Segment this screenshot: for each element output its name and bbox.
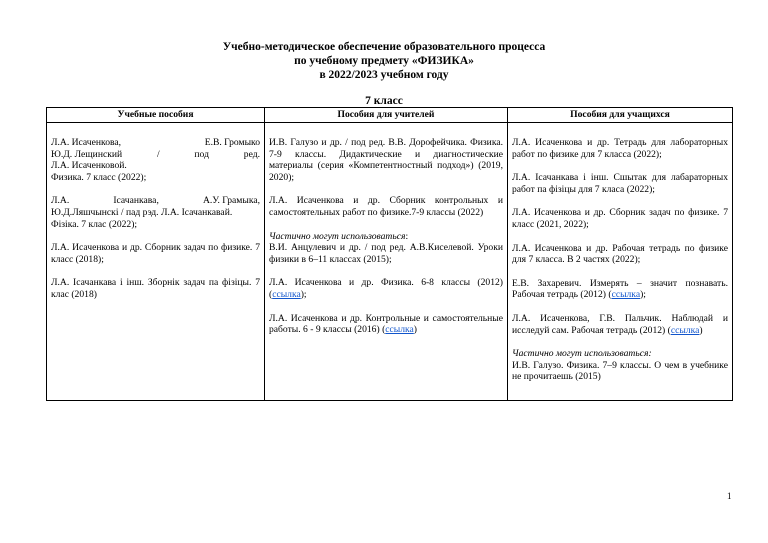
list-item (269, 313, 503, 336)
book-text: В.И. Анцулевич и др. / под ред. А.В.Киселевой. Уроки физики в 6–11 классах (2015); (269, 242, 503, 265)
author-text: Ю.Д. Лещинский (51, 148, 123, 160)
editor-text: под (194, 148, 209, 160)
author-text: Ісачанкава, (113, 195, 159, 207)
link-measure-workbook[interactable]: ссылка (611, 289, 641, 301)
header-textbooks: Учебные пособия (47, 108, 265, 123)
list-item (51, 195, 260, 230)
list-item: Л.А. Исаченкова и др. Сборник задач по физике. 7 класс (2021, 2022); (512, 207, 728, 230)
book-text: Л.А. Исаченкова и др. Физика. 6-8 классы (2012) ( (269, 277, 503, 300)
list-item (512, 348, 728, 383)
table-row (47, 123, 733, 401)
punctuation-text: ); (640, 289, 646, 301)
page-number: 1 (727, 491, 732, 501)
book-text: Л.А. Исаченкова и др. Контрольные и самостоятельные работы. 6 - 9 классы (2016) ( (269, 312, 503, 336)
list-item: Л.А. Исаченкова и др. Тетрадь для лабораторных работ по физике для 7 класса (2022); (512, 137, 728, 160)
book-title-text: Физика. 7 класс (2022); (51, 171, 147, 183)
punctuation-text: ); (300, 288, 307, 300)
partial-use-label: Частично могут использоваться (269, 230, 406, 242)
resources-table (46, 107, 733, 401)
link-physics-6-8[interactable]: ссылка (272, 288, 301, 300)
list-item (512, 313, 728, 336)
list-item: Л.А. Исаченкова и др. Сборник задач по физике. 7 класс (2018); (51, 242, 260, 265)
header-student-materials: Пособия для учащихся (508, 108, 733, 123)
list-item: Л.А. Исаченкова и др. Сборник контрольных и самостоятельных работ по физике.7-9 классы (2022) (269, 195, 503, 218)
author-text: Е.В. Громыко (204, 137, 260, 148)
editor-text: Ю.Д.Ляшчынскі / пад рэд. Л.А. Ісачанкавай. (51, 206, 233, 218)
book-text: Е.В. Захаревич. Измерять – значит познавать. Рабочая тетрадь (2012) ( (512, 277, 728, 301)
grade-heading: 7 класс (365, 95, 403, 107)
list-item (512, 278, 728, 301)
list-item: И.В. Галузо и др. / под ред. В.В. Дорофейчика. Физика. 7-9 классы. Дидактические и диагностические материалы (серия «Компетентностный подход») (2019, 2020); (269, 137, 503, 183)
list-item (269, 231, 503, 266)
link-control-works[interactable]: ссылка (385, 324, 414, 336)
separator-text: / (156, 148, 160, 160)
author-text: Л.А. Исаченкова, (51, 137, 122, 148)
student-materials-cell (508, 123, 733, 401)
colon-text: : (405, 230, 409, 242)
book-text: Л.А. Исаченкова, Г.В. Пальчик. Наблюдай и исследуй сам. Рабочая тетрадь (2012) ( (512, 312, 728, 336)
partial-use-label: Частично могут использоваться: (512, 348, 652, 360)
title-line-3: в 2022/2023 учебном году (319, 69, 449, 81)
author-text: А.У. Грамыка, (202, 195, 260, 207)
list-item: Л.А. Исаченкова и др. Рабочая тетрадь по физике для 7 класса. В 2 частях (2022); (512, 242, 728, 266)
list-item (269, 277, 503, 300)
book-text: И.В. Галузо. Физика. 7–9 классы. О чем в учебнике не прочитаешь (2015) (512, 359, 728, 383)
table-header-row (47, 108, 733, 123)
author-text: Л.А. (51, 195, 70, 207)
teacher-materials-cell (265, 123, 508, 401)
title-line-2: по учебному предмету «ФИЗИКА» (294, 55, 474, 67)
list-item: Л.А. Ісачанкава і інш. Зборнік задач па фізіцы. 7 клас (2018) (51, 277, 260, 300)
link-observe-workbook[interactable]: ссылка (670, 324, 700, 336)
title-line-1: Учебно-методическое обеспечение образовательного процесса (222, 41, 546, 53)
textbooks-cell (47, 123, 265, 401)
book-title-text: Фізіка. 7 клас (2022); (51, 218, 138, 230)
punctuation-text: ) (699, 324, 703, 336)
punctuation-text: ) (413, 324, 417, 336)
list-item (51, 137, 260, 183)
editor-text: ред. (243, 148, 260, 160)
header-teacher-materials: Пособия для учителей (265, 108, 508, 123)
list-item: Л.А. Ісачанкава і інш. Сшытак для лабараторных работ па фізіцы для 7 класа (2022); (512, 172, 728, 195)
editor-text: Л.А. Исаченковой. (51, 160, 127, 172)
document-title (0, 40, 768, 82)
